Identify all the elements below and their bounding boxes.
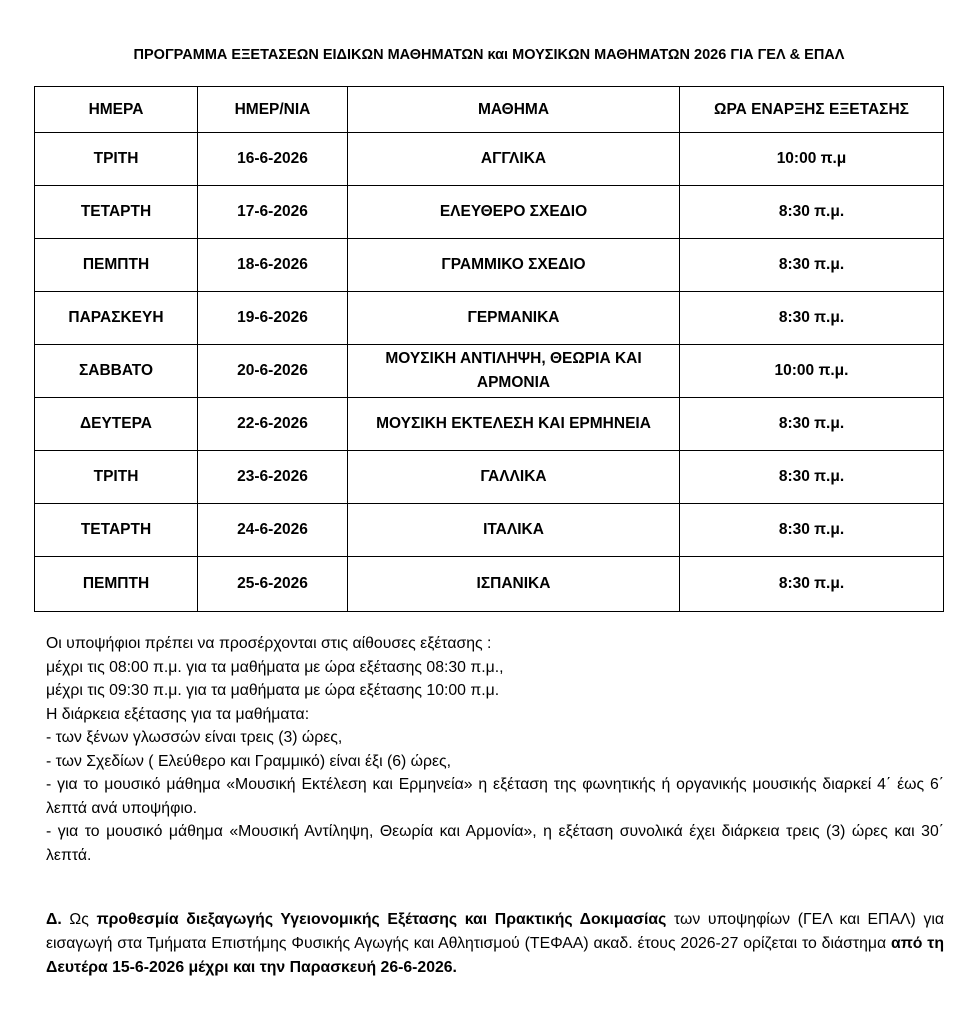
cell-date: 22-6-2026 bbox=[198, 398, 348, 451]
cell-date: 19-6-2026 bbox=[198, 292, 348, 345]
paragraph-d-bold2: από τη Δευτέρα 15-6-2026 μέχρι και την Παρασκευή 26-6-2026. bbox=[46, 935, 944, 976]
header-start-time: ΩΡΑ ΕΝΑΡΞΗΣ ΕΞΕΤΑΣΗΣ bbox=[680, 87, 944, 133]
note-line: μέχρι τις 09:30 π.μ. για τα μαθήματα με ώρα εξέτασης 10:00 π.μ. bbox=[46, 682, 500, 699]
cell-subject: ΓΡΑΜΜΙΚΟ ΣΧΕΔΙΟ bbox=[348, 239, 680, 292]
note-line: - για το μουσικό μάθημα «Μουσική Αντίληψη, Θεωρία και Αρμονία», η εξέταση συνολικά έχει διάρκεια τρεις (3) ώρες και 30΄ λεπτά. bbox=[46, 823, 944, 864]
cell-day: ΠΕΜΠΤΗ bbox=[35, 239, 198, 292]
cell-start-time: 8:30 π.μ. bbox=[680, 292, 944, 345]
cell-subject: ΕΛΕΥΘΕΡΟ ΣΧΕΔΙΟ bbox=[348, 186, 680, 239]
cell-subject: ΓΑΛΛΙΚΑ bbox=[348, 451, 680, 504]
table-header-row bbox=[35, 87, 944, 133]
exam-schedule-table bbox=[34, 86, 944, 612]
cell-day: ΤΕΤΑΡΤΗ bbox=[35, 186, 198, 239]
cell-day: ΠΑΡΑΣΚΕΥΗ bbox=[35, 292, 198, 345]
cell-start-time: 8:30 π.μ. bbox=[680, 451, 944, 504]
cell-day: ΔΕΥΤΕΡΑ bbox=[35, 398, 198, 451]
page-title: ΠΡΟΓΡΑΜΜΑ ΕΞΕΤΑΣΕΩΝ ΕΙΔΙΚΩΝ ΜΑΘΗΜΑΤΩΝ και ΜΟΥΣΙΚΩΝ ΜΑΘΗΜΑΤΩΝ 2026 ΓΙΑ ΓΕΛ & ΕΠΑΛ bbox=[133, 47, 845, 63]
paragraph-d-bold1: προθεσμία διεξαγωγής Υγειονομικής Εξέτασης και Πρακτικής Δοκιμασίας bbox=[96, 911, 667, 928]
paragraph-d-text1: Ως bbox=[61, 911, 97, 928]
note-line: - των ξένων γλωσσών είναι τρεις (3) ώρες, bbox=[46, 729, 343, 746]
note-line: Η διάρκεια εξέτασης για τα μαθήματα: bbox=[46, 705, 310, 723]
cell-subject: ΜΟΥΣΙΚΗ ΕΚΤΕΛΕΣΗ ΚΑΙ ΕΡΜΗΝΕΙΑ bbox=[348, 398, 680, 451]
table-row bbox=[35, 345, 944, 398]
note-line: - για το μουσικό μάθημα «Μουσική Εκτέλεση και Ερμηνεία» η εξέταση της φωνητικής ή οργανικής μουσικής διαρκεί 4΄ έως 6΄ λεπτά ανά υποψήφιο. bbox=[46, 776, 944, 817]
exam-notes bbox=[46, 632, 944, 867]
paragraph-d-label: Δ. bbox=[46, 911, 62, 928]
cell-subject: ΙΣΠΑΝΙΚΑ bbox=[348, 557, 680, 612]
cell-date: 17-6-2026 bbox=[198, 186, 348, 239]
table-row bbox=[35, 451, 944, 504]
cell-date: 18-6-2026 bbox=[198, 239, 348, 292]
table-row bbox=[35, 133, 944, 186]
cell-date: 20-6-2026 bbox=[198, 345, 348, 398]
header-subject: ΜΑΘΗΜΑ bbox=[348, 87, 680, 133]
cell-start-time: 10:00 π.μ bbox=[680, 133, 944, 186]
cell-start-time: 8:30 π.μ. bbox=[680, 398, 944, 451]
table-row bbox=[35, 239, 944, 292]
cell-day: ΣΑΒΒΑΤΟ bbox=[35, 345, 198, 398]
cell-start-time: 8:30 π.μ. bbox=[680, 557, 944, 612]
table-row bbox=[35, 292, 944, 345]
cell-date: 25-6-2026 bbox=[198, 557, 348, 612]
cell-start-time: 10:00 π.μ. bbox=[680, 345, 944, 398]
header-day: ΗΜΕΡΑ bbox=[35, 87, 198, 133]
cell-day: ΤΡΙΤΗ bbox=[35, 133, 198, 186]
cell-subject: ΑΓΓΛΙΚΑ bbox=[348, 133, 680, 186]
cell-subject: ΜΟΥΣΙΚΗ ΑΝΤΙΛΗΨΗ, ΘΕΩΡΙΑ ΚΑΙ ΑΡΜΟΝΙΑ bbox=[348, 345, 680, 398]
cell-day: ΠΕΜΠΤΗ bbox=[35, 557, 198, 612]
cell-start-time: 8:30 π.μ. bbox=[680, 239, 944, 292]
paragraph-d bbox=[46, 908, 944, 980]
cell-date: 23-6-2026 bbox=[198, 451, 348, 504]
cell-subject: ΙΤΑΛΙΚΑ bbox=[348, 504, 680, 557]
cell-date: 16-6-2026 bbox=[198, 133, 348, 186]
table-row bbox=[35, 557, 944, 612]
note-line: Οι υποψήφιοι πρέπει να προσέρχονται στις αίθουσες εξέτασης : bbox=[46, 635, 492, 652]
cell-start-time: 8:30 π.μ. bbox=[680, 504, 944, 557]
header-date: ΗΜΕΡ/ΝΙΑ bbox=[198, 87, 348, 133]
note-line: - των Σχεδίων ( Ελεύθερο και Γραμμικό) είναι έξι (6) ώρες, bbox=[46, 752, 452, 770]
cell-start-time: 8:30 π.μ. bbox=[680, 186, 944, 239]
table-row bbox=[35, 186, 944, 239]
cell-date: 24-6-2026 bbox=[198, 504, 348, 557]
note-line: μέχρι τις 08:00 π.μ. για τα μαθήματα με ώρα εξέτασης 08:30 π.μ., bbox=[46, 658, 504, 676]
cell-subject: ΓΕΡΜΑΝΙΚΑ bbox=[348, 292, 680, 345]
table-row bbox=[35, 398, 944, 451]
cell-day: ΤΕΤΑΡΤΗ bbox=[35, 504, 198, 557]
paragraph-d-text2: των υποψηφίων (ΓΕΛ και ΕΠΑΛ) για εισαγωγή στα Τμήματα Επιστήμης Φυσικής Αγωγής και Αθλητισμού (ΤΕΦΑΑ) ακαδ. έτους 2026-27 ορίζεται το διάστημα bbox=[46, 911, 945, 952]
cell-day: ΤΡΙΤΗ bbox=[35, 451, 198, 504]
table-row bbox=[35, 504, 944, 557]
